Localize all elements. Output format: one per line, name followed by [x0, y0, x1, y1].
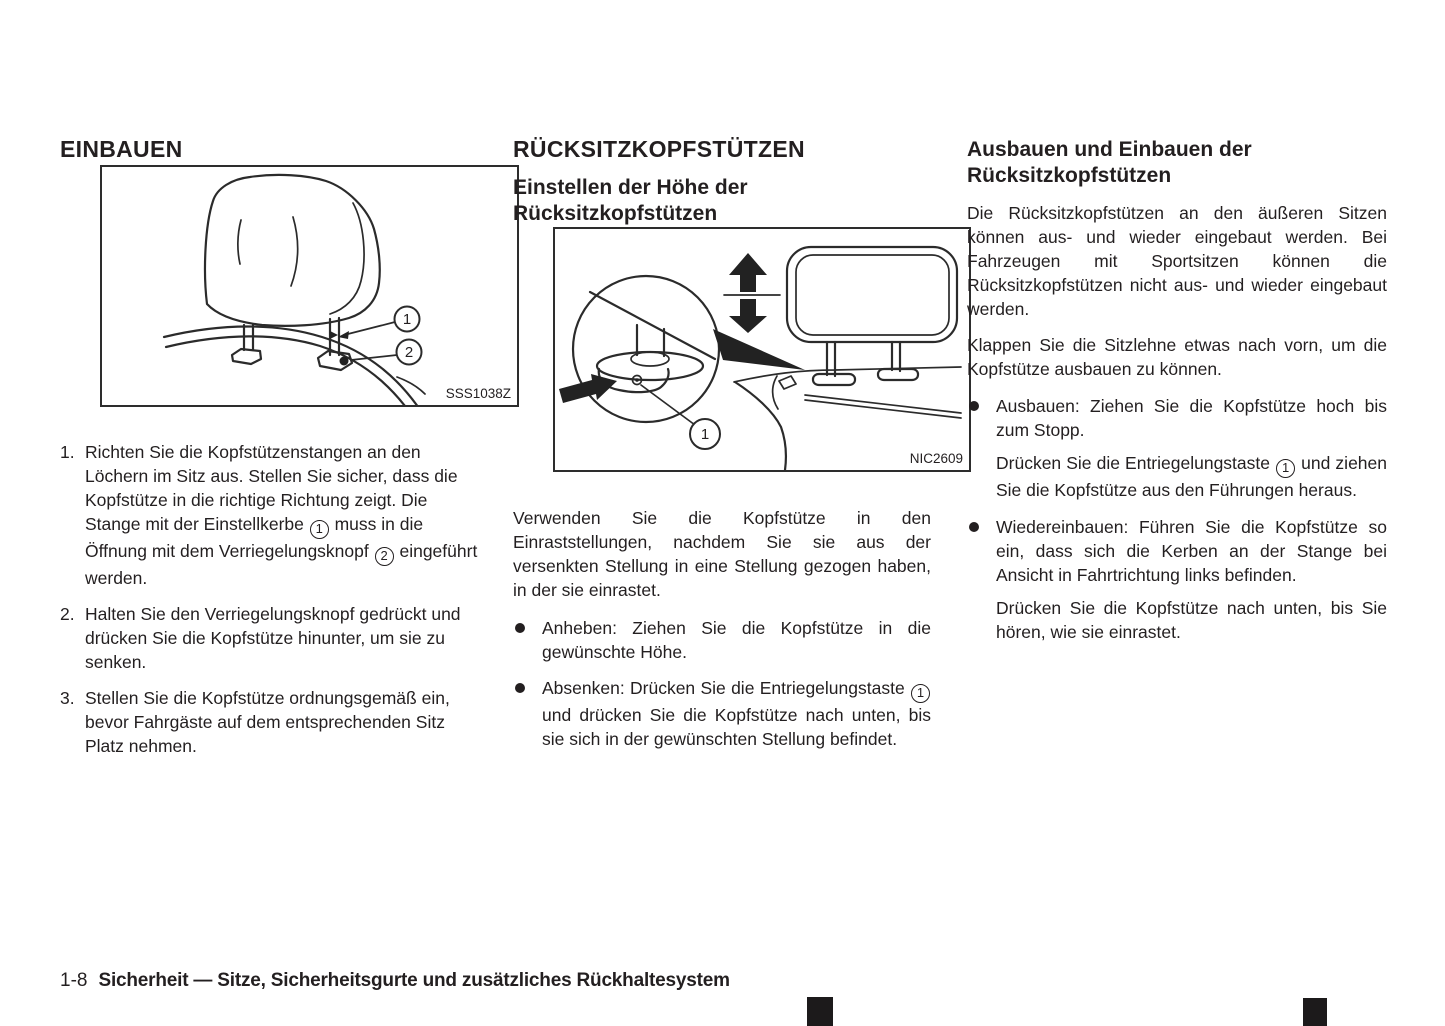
step-number: 1.: [60, 442, 75, 462]
figure-rear-headrest-height: [553, 227, 971, 472]
bullet-anheben: [513, 616, 931, 664]
bullet-text: Ausbauen: Ziehen Sie die Kopfstütze hoch bis zum Stopp.: [996, 396, 1387, 440]
body-paragraph: Klappen Sie die Sitzlehne etwas nach vorn, um die Kopfstütze ausbauen zu können.: [967, 335, 1387, 379]
callout-ref: 1: [911, 684, 930, 703]
rear-headrest-illustration: [555, 229, 969, 470]
install-steps-list: [60, 440, 480, 758]
column-ruecksitzkopfstuetzen: [513, 136, 963, 763]
bullet-dot: [969, 522, 979, 532]
bullet-followup: Drücken Sie die Entriegelungstaste 1 und ziehen Sie die Kopfstütze aus den Führungen heraus.: [996, 453, 1387, 500]
svg-text:1: 1: [402, 311, 412, 328]
figure-code-label: NIC2609: [909, 451, 963, 466]
print-registration-mark: [807, 997, 833, 1026]
step-text: Halten Sie den Verriegelungsknopf gedrückt und drücken Sie die Kopfstütze hinunter, um sie zu senken.: [85, 604, 461, 672]
height-adjust-bullets: [513, 616, 931, 751]
headrest-install-illustration: [102, 167, 517, 405]
step-number: 2.: [60, 604, 75, 624]
step-text: Richten Sie die Kopfstützenstangen an den Löchern im Sitz aus. Stellen Sie sicher, dass die Kopfstütze in die richtige Richtung zeigt. Die Stange mit der Einstellkerbe 1 muss in die Öffnung mit dem Verriegelungsknopf 2 eingeführt werden.: [85, 442, 478, 588]
figure-callout-2: [397, 340, 422, 365]
figure-callout-1: [690, 419, 720, 449]
section-heading-einbauen: EINBAUEN: [60, 136, 183, 162]
bullet-text: Anheben: Ziehen Sie die Kopfstütze in die gewünschte Höhe.: [542, 618, 931, 662]
subheading-ausbauen-einbauen: Ausbauen und Einbauen der Rücksitzkopfstützen: [967, 138, 1252, 187]
step-item-1: [60, 440, 480, 590]
subheading-hoehe-einstellen: Einstellen der Höhe der Rücksitzkopfstützen: [513, 176, 748, 225]
callout-ref: 1: [1276, 459, 1295, 478]
figure-headrest-install: [100, 165, 519, 407]
print-registration-mark: [1303, 998, 1327, 1026]
svg-text:2: 2: [404, 344, 414, 361]
bullet-text: Absenken: Drücken Sie die Entriegelungstaste 1 und drücken Sie die Kopfstütze nach unten, bis sie sich in der gewünschten Stellung befindet.: [542, 678, 931, 749]
bullet-dot: [969, 401, 979, 411]
callout-ref: 2: [375, 547, 394, 566]
bullet-wiedereinbauen: [967, 515, 1387, 644]
figure-callout-1: [395, 307, 420, 332]
step-text: Stellen Sie die Kopfstütze ordnungsgemäß ein, bevor Fahrgäste auf dem entsprechenden Sitz Platz nehmen.: [85, 688, 450, 756]
body-paragraph: Die Rücksitzkopfstützen an den äußeren Sitzen können aus- und wieder eingebaut werden. Bei Fahrzeugen mit Sportsitzen können die Rücksitzkopfstützen nicht aus- und wieder eingebaut werden.: [967, 203, 1387, 319]
section-heading-ruecksitz: RÜCKSITZKOPFSTÜTZEN: [513, 136, 805, 162]
bullet-followup: Drücken Sie die Kopfstütze nach unten, bis Sie hören, wie sie einrastet.: [996, 598, 1387, 642]
step-item-2: [60, 602, 480, 674]
svg-text:1: 1: [700, 426, 710, 443]
bullet-dot: [515, 623, 525, 633]
figure-code-label: SSS1038Z: [445, 386, 511, 401]
callout-ref: 1: [310, 520, 329, 539]
bullet-dot: [515, 683, 525, 693]
intro-paragraph: Verwenden Sie die Kopfstütze in den Einraststellungen, nachdem Sie sie aus der versenkten Stellung in eine Stellung gezogen haben, in der sie einrastet.: [513, 508, 931, 600]
step-number: 3.: [60, 688, 75, 708]
column-ausbauen-einbauen: [967, 137, 1387, 656]
remove-install-bullets: [967, 394, 1387, 644]
column-einbauen: [60, 136, 511, 770]
page-number: 1-8: [60, 970, 88, 991]
bullet-text: Wiedereinbauen: Führen Sie die Kopfstütze so ein, dass sich die Kerben an der Stange bei Ansicht in Fahrtrichtung links befinden.: [996, 517, 1387, 585]
page-footer: [60, 970, 730, 992]
bullet-ausbauen: [967, 394, 1387, 502]
bullet-absenken: [513, 676, 931, 751]
step-item-3: [60, 686, 480, 758]
chapter-title: Sicherheit — Sitze, Sicherheitsgurte und zusätzliches Rückhaltesystem: [98, 970, 730, 991]
